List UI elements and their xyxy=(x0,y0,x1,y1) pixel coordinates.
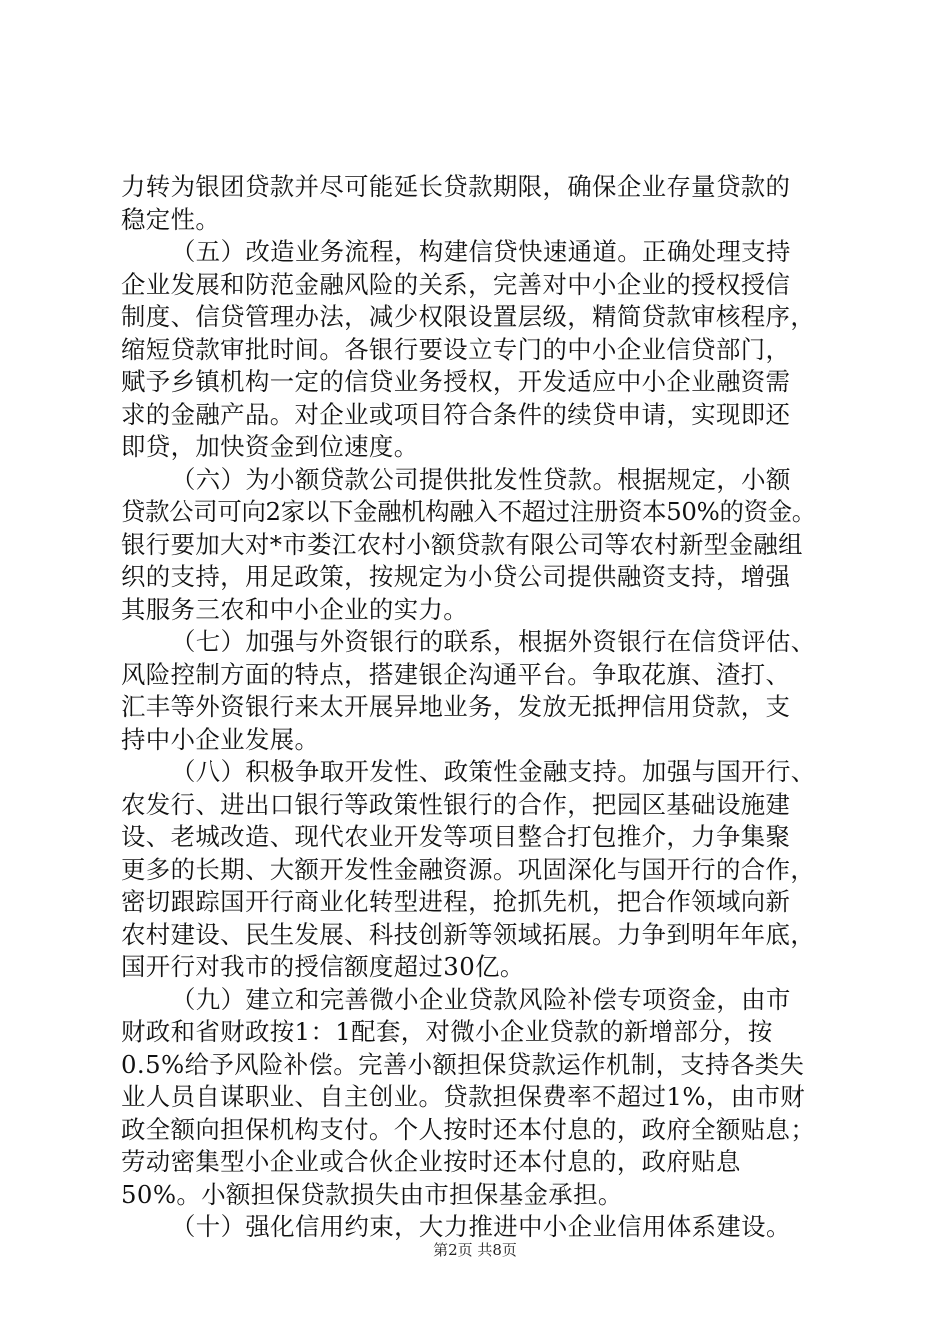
text-line: 设、老城改造、现代农业开发等项目整合打包推介，力争集聚 xyxy=(121,822,791,851)
text-line: 农村建设、民生发展、科技创新等领域拓展。力争到明年年底， xyxy=(121,919,816,949)
page-number-footer: 第2页 共8页 xyxy=(433,1241,517,1259)
text-line: 制度、信贷管理办法，减少权限设置层级，精简贷款审核程序， xyxy=(121,302,816,331)
text-line: 汇丰等外资银行来太开展异地业务，发放无抵押信用贷款，支 xyxy=(121,692,791,721)
text-line: 密切跟踪国开行商业化转型进程，抢抓先机，把合作领域向新 xyxy=(121,887,791,916)
text-line: 风险控制方面的特点，搭建银企沟通平台。争取花旗、渣打、 xyxy=(121,659,791,689)
text-line: 其服务三农和中小企业的实力。 xyxy=(121,594,469,624)
text-line: 劳动密集型小企业或合伙企业按时还本付息的，政府贴息 xyxy=(121,1147,741,1176)
paragraph-start: （六）为小额贷款公司提供批发性贷款。根据规定，小额 xyxy=(171,464,791,494)
paragraph-start: （五）改造业务流程，构建信贷快速通道。正确处理支持 xyxy=(171,237,791,266)
text-line: 0.5%给予风险补偿。完善小额担保贷款运作机制，支持各类失 xyxy=(121,1049,805,1079)
text-line: 企业发展和防范金融风险的关系，完善对中小企业的授权授信 xyxy=(121,269,791,299)
text-line: 贷款公司可向2家以下金融机构融入不超过注册资本50%的资金。 xyxy=(121,497,816,526)
paragraph-start: （十）强化信用约束，大力推进中小企业信用体系建设。 xyxy=(171,1212,791,1241)
text-line: 政全额向担保机构支付。个人按时还本付息的，政府全额贴息； xyxy=(121,1114,816,1144)
paragraph-start: （八）积极争取开发性、政策性金融支持。加强与国开行、 xyxy=(171,757,816,786)
text-line: 即贷，加快资金到位速度。 xyxy=(121,432,419,461)
text-line: 50%。小额担保贷款损失由市担保基金承担。 xyxy=(121,1179,623,1209)
text-line: 国开行对我市的授信额度超过30亿。 xyxy=(121,952,525,981)
text-line: 更多的长期、大额开发性金融资源。巩固深化与国开行的合作， xyxy=(121,854,816,884)
text-line: 力转为银团贷款并尽可能延长贷款期限，确保企业存量贷款的 xyxy=(121,172,791,201)
text-line: 赋予乡镇机构一定的信贷业务授权，开发适应中小企业融资需 xyxy=(121,367,791,396)
text-line: 稳定性。 xyxy=(121,204,221,234)
document-body xyxy=(121,171,836,1244)
text-line: 业人员自谋职业、自主创业。贷款担保费率不超过1%，由市财 xyxy=(121,1082,806,1111)
text-line: 农发行、进出口银行等政策性银行的合作，把园区基础设施建 xyxy=(121,789,791,819)
text-line: 银行要加大对*市娄江农村小额贷款有限公司等农村新型金融组 xyxy=(121,529,803,559)
text-line: 缩短贷款审批时间。各银行要设立专门的中小企业信贷部门， xyxy=(121,334,791,364)
text-line: 织的支持，用足政策，按规定为小贷公司提供融资支持，增强 xyxy=(121,562,791,591)
text-line: 持中小企业发展。 xyxy=(121,724,320,754)
paragraph-start: （七）加强与外资银行的联系，根据外资银行在信贷评估、 xyxy=(171,627,816,656)
paragraph-start: （九）建立和完善微小企业贷款风险补偿专项资金，由市 xyxy=(171,984,791,1014)
text-line: 财政和省财政按1：1配套，对微小企业贷款的新增部分，按 xyxy=(121,1017,773,1046)
text-line: 求的金融产品。对企业或项目符合条件的续贷申请，实现即还 xyxy=(121,399,791,429)
